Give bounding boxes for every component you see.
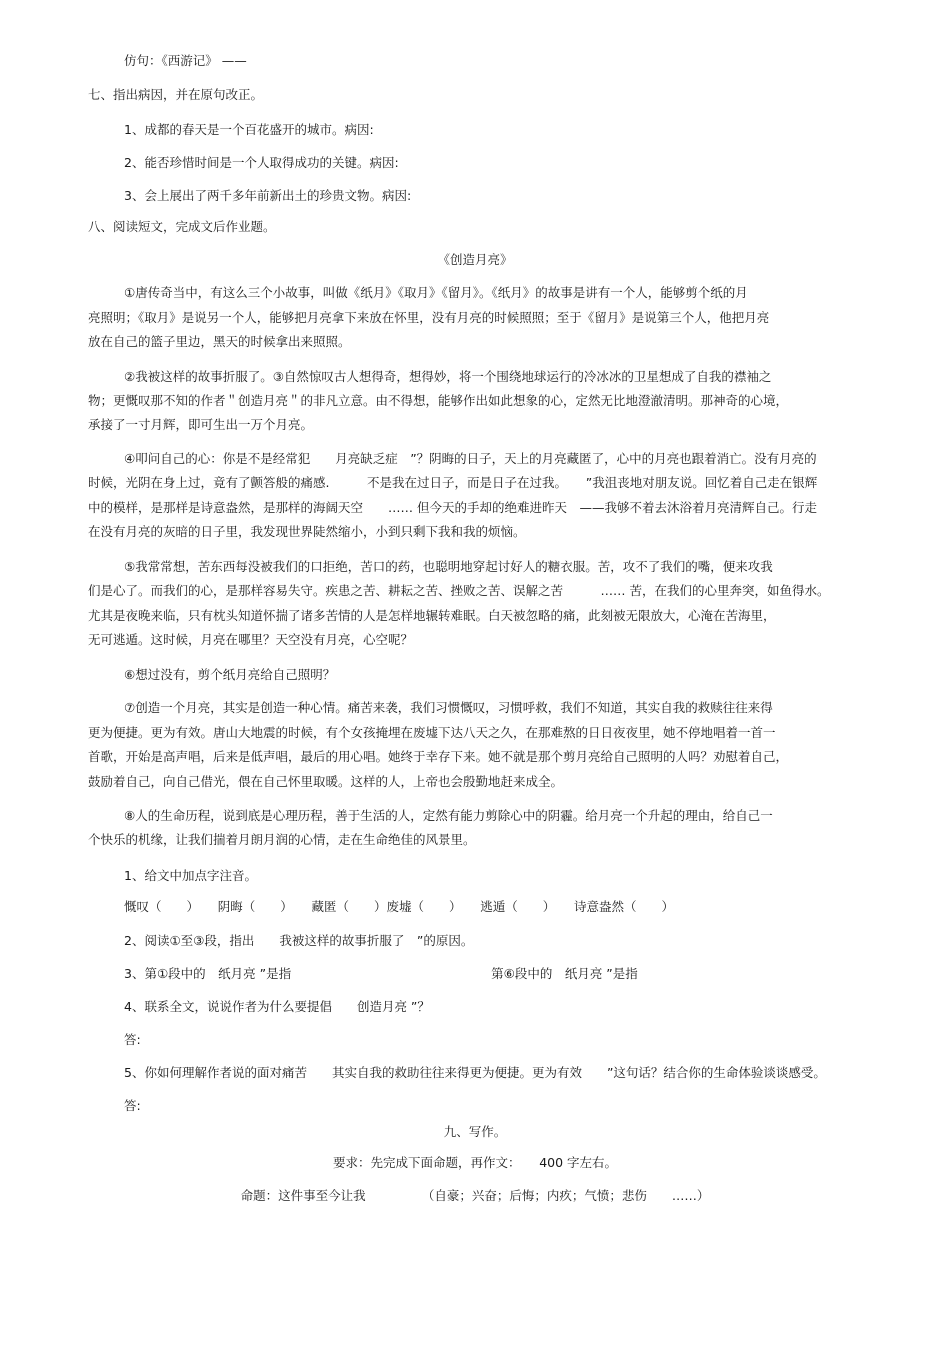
paragraph-7-line-1: ⑦创造一个月亮，其实是创造一种心情。痛苦来袭，我们习惯慨叹，习惯呼救，我们不知道，其实自我的救赎往往来得	[124, 700, 773, 715]
paragraph-5-line-3: 尤其是夜晚来临，只有枕头知道怀揣了诸多苦情的人是怎样地辗转难眠。白天被忽略的痛，此刻被无限放大，心淹在苦海里，	[88, 608, 776, 623]
paragraph-6: ⑥想过没有，剪个纸月亮给自己照明？	[124, 667, 336, 682]
paragraph-4-line-1: ④叩问自己的心：你是不是经常犯 月亮缺乏症 ”？阴晦的日子，天上的月亮藏匿了，心中的月亮也跟着消亡。没有月亮的	[124, 451, 817, 466]
writing-topic: 命题：这件事至今让我 （自豪；兴奋；后悔；内疚；气愤；悲伤 ……）	[240, 1188, 710, 1203]
pinyin-blanks: 慨叹（ ） 阴晦（ ） 藏匿（ ）废墟（ ） 逃遁（ ） 诗意盎然（ ）	[124, 899, 675, 914]
question-8-5: 5、你如何理解作者说的面对痛苦 其实自我的救助往往来得更为便捷。更为有效 ”这句话？结合你的生命体验谈谈感受。	[124, 1065, 826, 1080]
paragraph-2-line-1: ②我被这样的故事折服了。③自然惊叹古人想得奇，想得妙，将一个围绕地球运行的冷冰冰的卫星想成了自我的襟袖之	[124, 369, 772, 384]
paragraph-7-line-3: 首歌，开始是高声唱，后来是低声唱，最后的用心唱。她终于幸存下来。她不就是那个剪月亮给自己照明的人吗？劝慰着自己，	[88, 749, 789, 764]
paragraph-5-line-4: 无可逃遁。这时候，月亮在哪里？天空没有月亮，心空呢？	[88, 632, 414, 647]
paragraph-7-line-4: 鼓励着自己，向自己借光，偎在自己怀里取暖。这样的人，上帝也会殷勤地赶来成全。	[88, 774, 564, 789]
answer-label-4: 答:	[124, 1032, 141, 1047]
paragraph-1-line-2: 亮照明；《取月》是说另一个人，能够把月亮拿下来放在怀里，没有月亮的时候照照；至于《留月》是说第三个人，他把月亮	[88, 310, 770, 325]
paragraph-8-line-1: ⑧人的生命历程，说到底是心理历程，善于生活的人，定然有能力剪除心中的阴霾。给月亮一个升起的理由，给自己一	[124, 808, 773, 823]
answer-label-5: 答:	[124, 1098, 141, 1113]
question-7-1: 1、成都的春天是一个百花盛开的城市。病因:	[124, 122, 374, 137]
question-8-1: 1、给文中加点字注音。	[124, 868, 257, 883]
paragraph-2-line-3: 承接了一寸月辉，即可生出一万个月亮。	[88, 417, 314, 432]
paragraph-5-line-1: ⑤我常常想，苦东西每没被我们的口拒绝，苦口的药，也聪明地穿起讨好人的糖衣服。苦，攻不了我们的嘴，便来攻我	[124, 559, 773, 574]
paragraph-1-line-1: ①唐传奇当中，有这么三个小故事，叫做《纸月》《取月》《留月》。《纸月》的故事是讲有一个人，能够剪个纸的月	[124, 285, 748, 300]
question-8-3: 3、第①段中的 纸月亮 ”是指 第⑥段中的 纸月亮 ”是指	[124, 966, 638, 981]
paragraph-4-line-2: 时候，光阴在身上过，竟有了颤答般的痛感. 不是我在过日子，而是日子在过我。 ”我沮丧地对朋友说。回忆着自己走在银辉	[88, 475, 818, 490]
paragraph-8-line-2: 个快乐的机缘，让我们揣着月朗月润的心情，走在生命绝佳的风景里。	[88, 832, 476, 847]
section-eight-heading: 八、阅读短文，完成文后作业题。	[88, 219, 276, 234]
question-8-4: 4、联系全文，说说作者为什么要提倡 创造月亮 ”？	[124, 999, 430, 1014]
paragraph-4-line-4: 在没有月亮的灰暗的日子里，我发现世界陡然缩小，小到只剩下我和我的烦恼。	[88, 524, 526, 539]
question-8-2: 2、阅读①至③段，指出 我被这样的故事折服了 ”的原因。	[124, 933, 474, 948]
section-seven-heading: 七、指出病因，并在原句改正。	[88, 87, 264, 102]
paragraph-1-line-3: 放在自己的篮子里边，黑天的时候拿出来照照。	[88, 334, 351, 349]
question-7-2: 2、能否珍惜时间是一个人取得成功的关键。病因:	[124, 155, 399, 170]
imitation-sentence: 仿句：《西游记》 ——	[124, 53, 247, 68]
paragraph-2-line-2: 物；更慨叹那不知的作者＂创造月亮＂的非凡立意。由不得想，能够作出如此想象的心，定然无比地澄澈清明。那神奇的心境，	[88, 393, 789, 408]
article-title: 《创造月亮》	[437, 252, 513, 267]
paragraph-4-line-3: 中的模样，是那样是诗意盎然，是那样的海阔天空 …… 但今天的手却的绝难进昨天 ——我够不着去沐浴着月亮清辉自己。行走	[88, 500, 817, 515]
section-nine-heading: 九、写作。	[443, 1124, 507, 1139]
writing-requirement: 要求：先完成下面命题，再作文： 400 字左右。	[332, 1155, 618, 1170]
paragraph-7-line-2: 更为便捷。更为有效。唐山大地震的时候，有个女孩掩埋在废墟下达八天之久，在那难熬的日日夜夜里，她不停地唱着一首一	[88, 725, 776, 740]
paragraph-5-line-2: 们是心了。而我们的心，是那样容易失守。疾患之苦、耕耘之苦、挫败之苦、误解之苦 …… 苦，在我们的心里奔突，如鱼得水。	[88, 583, 830, 598]
question-7-3: 3、会上展出了两千多年前新出土的珍贵文物。病因:	[124, 188, 412, 203]
